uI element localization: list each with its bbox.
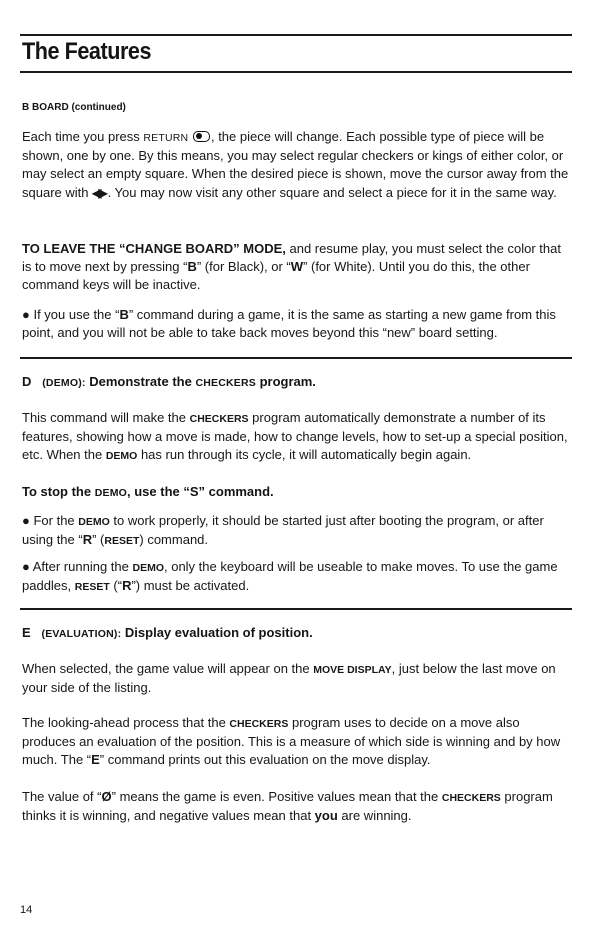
program-name: CHECKERS (189, 413, 249, 425)
top-rule (20, 34, 572, 36)
text: program thinks it is winning, and negative values mean that (22, 789, 553, 824)
return-key-label: RETURN (143, 132, 189, 144)
page-title: The Features (22, 38, 152, 65)
left-right-arrow-icon: ◀▶ (92, 185, 105, 200)
text: to work properly, it should be started just after booting the program, or after using the “ (22, 513, 544, 548)
demo-label: DEMO (132, 562, 164, 574)
stop-demo-subheading (22, 484, 274, 499)
text: When selected, the game value will appear on the (22, 661, 314, 676)
text: , the piece will change. Each possible type of piece will be shown, one by one. By this means, you may select regular checkers or kings of either color, or may select an empty square. When the desired piece is shown, move the cursor away from the square with (22, 129, 569, 200)
you-emphasis: you (314, 808, 338, 824)
section-e-paragraph-3 (22, 788, 572, 825)
section-b-paragraph-2 (22, 240, 572, 295)
text: program uses to decide on a move also produces an evaluation of the position. This is a measure of which side is winning and by how much. The “ (22, 715, 561, 768)
section-b-paragraph-1 (22, 128, 572, 202)
text: ”) must be activated. (131, 578, 250, 594)
reset-label: RESET (104, 535, 140, 548)
text: ” command during a game, it is the same as starting a new game from this point, and you will not be able to take back moves beyond this “new” board setting. (22, 307, 556, 341)
key-b: B (119, 307, 129, 322)
move-display-label: MOVE DISPLAY (313, 664, 392, 676)
section-b-paragraph-3 (22, 306, 572, 342)
section-d-paragraph-3 (22, 558, 572, 596)
text: , just below the last move on your side of the listing. (22, 661, 556, 696)
text: ” ( (92, 532, 105, 548)
section-divider (20, 357, 572, 359)
text: ” means the game is even. Positive values mean that the (111, 789, 442, 804)
section-code: (EVALUATION): (41, 628, 122, 640)
text: ” (for White). Until you do this, the other command keys will be inactive. (22, 259, 530, 293)
text: ● If you use the “ (22, 307, 120, 322)
text: program automatically demonstrate a number of its features, showing how a move is made, how to change levels, how to set-up a special position, etc. When the (22, 410, 568, 463)
text: (“ (109, 578, 123, 594)
text: Each time you press (22, 129, 144, 144)
title-underline (20, 71, 572, 73)
program-name: CHECKERS (195, 377, 256, 389)
text: has run through its cycle, it will automatically begin again. (137, 447, 472, 463)
text: The value of “ (22, 789, 102, 804)
text: ● After running the (22, 559, 133, 574)
section-divider (20, 608, 572, 610)
key-e: E (91, 752, 100, 768)
text: Display evaluation of position. (121, 625, 313, 640)
demo-label: DEMO (78, 516, 110, 528)
key-r: R (122, 578, 132, 594)
text: . You may now visit any other square and select a piece for it in the same way. (107, 184, 557, 200)
section-letter: D (22, 374, 32, 389)
demo-label: DEMO (105, 450, 138, 463)
section-e-paragraph-2 (22, 714, 572, 770)
demo-label: DEMO (94, 487, 128, 499)
text: ” (for Black), or “ (196, 259, 291, 275)
return-button-icon (193, 131, 210, 142)
text: , use the “S” command. (127, 484, 274, 499)
key-r: R (82, 532, 93, 548)
page-number: 14 (20, 904, 33, 916)
zero-value: Ø (101, 789, 112, 804)
text: The looking-ahead process that the (22, 715, 230, 730)
section-code: (DEMO): (42, 377, 86, 389)
program-name: CHECKERS (441, 792, 501, 804)
text: Demonstrate the (85, 374, 196, 389)
text: are winning. (337, 808, 412, 824)
section-e-paragraph-1 (22, 660, 572, 697)
text: This command will make the (22, 410, 190, 425)
text: , only the keyboard will be useable to make moves. To use the game paddles, (22, 559, 558, 594)
section-d-paragraph-2 (22, 512, 572, 550)
section-d-heading (22, 374, 316, 389)
section-d-paragraph-1 (22, 409, 572, 466)
key-b: B (187, 259, 197, 275)
section-b-heading: B BOARD (continued) (22, 102, 126, 113)
text: ● For the (22, 513, 79, 528)
change-board-lead: TO LEAVE THE “CHANGE BOARD” MODE, (22, 241, 286, 256)
text: program. (255, 374, 316, 389)
text: and resume play, you must select the color that is to move next by pressing “ (22, 241, 561, 275)
text: ” command prints out this evaluation on the move display. (99, 752, 431, 768)
section-letter: E (22, 625, 31, 640)
text: ) command. (139, 532, 209, 548)
reset-label: RESET (74, 581, 110, 594)
text: To stop the (22, 484, 95, 499)
section-e-heading (22, 625, 313, 640)
program-name: CHECKERS (229, 718, 289, 730)
key-w: W (290, 259, 304, 275)
